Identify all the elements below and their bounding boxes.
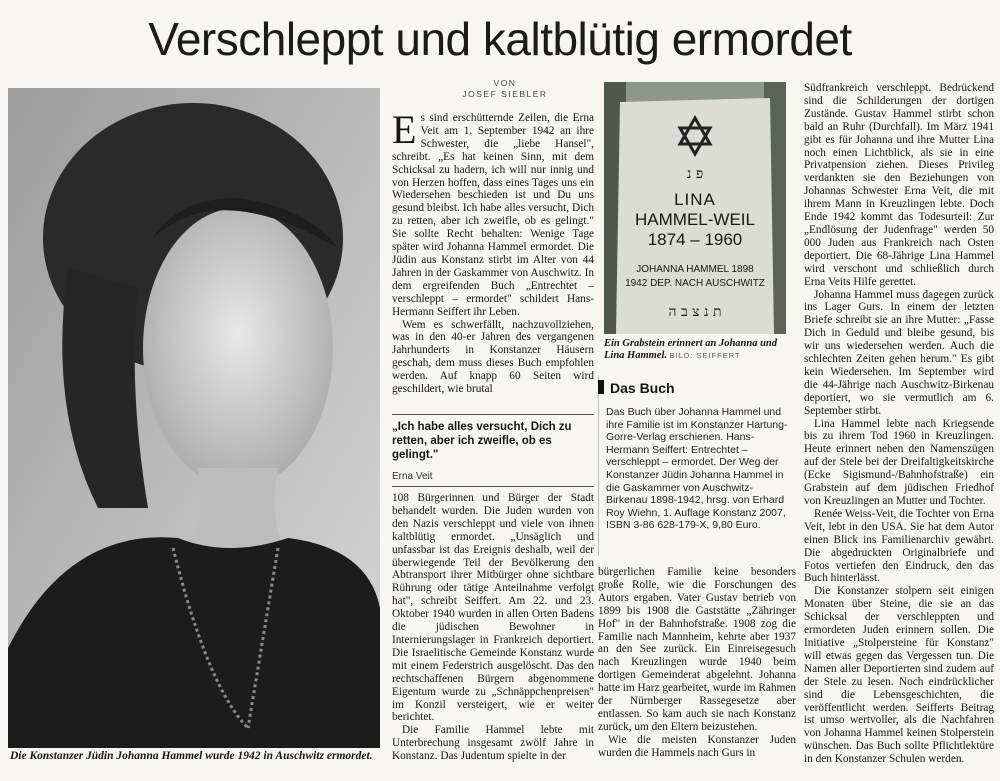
portrait-photo [8,88,380,748]
col3-paragraph-3: Lina Hammel lebte nach Kriegsende bis zu ihrem Tod 1960 in Kreuzlingen. Heute erinnert neben den Namenszügen auf der Stele bei der Dreifaltigkeitskirche (Ecke Sigismund-/Bahnhofstraße) ein Grabstein auf dem jüdischen Friedhof von Kreuzlingen an Mutter und Tochter. [804,417,994,507]
stone-caption-text: Ein Grabstein erinnert an Johanna und Lina Hammel. [604,338,778,361]
column-1-top [392,112,594,410]
byline-author: JOSEF SIEBLER [462,89,548,99]
stone-hebrew-bottom: ת נ צ ב ה [668,304,722,320]
col1-paragraph-4: Die Familie Hammel lebte mit Unterbrechung insgesamt zwölf Jahre in Konstanz. Das Judentum spielte in der [392,724,594,763]
drop-cap: E [392,112,417,152]
box-paragraph: Das Buch über Johanna Hammel und ihre Familie ist im Konstanzer Hartung-Gorre-Verlag erschienen. Hans-Hermann Seiffert: Entrechtet – verschleppt – ermordet. Der Weg der Konstanzer Jüdin Johanna Hammel in die Gaskammer von Auschwitz-Birkenau 1898-1942, hrsg. von Erhard Roy Wiehn, 1. Auflage Konstanz 2007, ISBN 3-86 628-179-X, 9,80 Euro. [606,406,788,532]
byline-von: VON [493,78,517,88]
stone-johanna: JOHANNA HAMMEL 1898 [636,264,754,275]
col2-paragraph-2: Wie die meisten Konstanzer Juden wurden die Hammels nach Gurs in [598,733,796,759]
quote-rule-top [392,414,594,415]
col1-paragraph-2: Wem es schwerfällt, nachzuvollziehen, was in den 40-er Jahren des vergangenen Jahrhunderts in Konstanzer Häusern geschah, dem muss dieses Buch empfohlen werden. Auf knapp 60 Seiten wird geschildert, wie brutal [392,318,594,396]
col3-paragraph-4: Renée Weiss-Veit, die Tochter von Erna Veit, lebt in den USA. Sie hat dem Autor einen Blick ins Familienarchiv gewährt. Die abgedruckten Originalbriefe und Fotos vertiefen den Eindruck, den das Buch hinterlässt. [804,507,994,585]
column-1-bottom [392,492,594,778]
pull-quote: „Ich habe alles versucht, Dich zu retten, aber ich zweifle, ob es gelingt." [392,421,572,461]
box-text [606,406,792,532]
col1-paragraph-1: s sind erschütternde Zeilen, die Erna Veit am 1. September 1942 an ihre Schwester, die „liebe Hansel", schreibt. „Es hat keinen Sinn, mit dem Schicksal zu hadern, ich will nur innig und von Herzen hoffen, dass eines Tages uns ein Wiedersehen beschieden ist und Du uns gesund bleibst. Ich habe alles versucht, Dich zu retten, aber ich zweifle, ob es gelingt." Sie sollte Recht behalten: Wenige Tage später wird Johanna Hammel ermordet. Die Jüdin aus Konstanz stirbt im Alter von 44 Jahren in der Gaskammer von Auschwitz. In dem ergreifenden Buch „Entrechtet – verschleppt – ermordet" schildert Hans-Hermann Seiffert ihr Leben. [392,112,594,318]
stone-name-1: LINA [674,190,716,209]
column-2-bottom [598,566,796,778]
headline: Verschleppt und kaltblütig ermordet [148,13,852,65]
stone-hebrew-top: פ נ [686,166,704,182]
stone-credit: BILD: SEIFFERT [669,351,741,360]
box-title: Das Buch [610,380,675,396]
col2-paragraph-1: bürgerlichen Familie keine besonders große Rolle, wie die Forschungen des Autors ergaben. Vater Gustav betrieb von 1899 bis 1908 die Gaststätte „Zähringer Hof" in der Bahnhofstraße. 1908 zog die Familie nach Mannheim, kehrte aber 1937 an den See zurück. Ein Einreisegesuch nach Kreuzlingen wurde 1940 beim dortigen Gemeinderat abgelehnt. Johanna hatte im Harz gearbeitet, wurde im Rahmen der Nürnberger Rassegesetze aber entlassen. So kam auch sie nach Konstanz zurück, um den Eltern beizustehen. [598,566,796,733]
pull-quote-author: Erna Veit [392,471,433,482]
stone-deported: 1942 DEP. NACH AUSCHWITZ [625,278,765,289]
gravestone-photo [604,82,786,334]
quote-rule-bottom [392,486,594,487]
byline [420,78,590,100]
col3-paragraph-1: Südfrankreich verschleppt. Bedrückend sind die Schilderungen der dortigen Zustände. Gustav Hammel stirbt schon bald an Ruhr (Durchfall). Im März 1941 gibt es für Johanna und ihre Mutter Lina noch einen Lichtblick, als sie in eine Privatpension ziehen. Dieses Privileg verdankten sie den Beziehungen von Johannas Schwester Erna Veit, die mit ihrem Mann in Kreuzlingen lebte. Doch Ende 1942 kommt das Todesurteil: Zur „Endlösung der Judenfrage" werden 50 000 Juden aus Frankreich nach Osten deportiert. Die 68-Jährige Lina Hammel wird verschont und schließlich durch Erna Veits Hilfe gerettet. [804,82,994,288]
stone-name-2: HAMMEL-WEIL [635,210,755,229]
portrait-illustration [8,88,380,748]
stone-years: 1874 – 1960 [647,230,743,249]
photo-caption: Die Konstanzer Jüdin Johanna Hammel wurde 1942 in Auschwitz ermordet. [10,750,373,762]
col3-paragraph-5: Die Konstanzer stolpern seit einigen Monaten über Steine, die sie an das Schicksal der verschleppten und ermordeten Juden erinnern sollen. Die Initiative „Stolpersteine für Konstanz" will etwas gegen das Vergessen tun. Die Namen aller Deportierten sind zudem auf der Stele zu lesen. Noch eindrücklicher sind die Lebensgeschichten, die veröffentlicht werden. Seifferts Beitrag ist umso wertvoller, als die Nachfahren von Johanna Hammel keinen Stolperstein wünschen. Das Buch sollte Pflichtlektüre in den Konstanzer Schulen werden. [804,585,994,766]
column-3 [804,82,994,778]
stone-caption [604,338,794,362]
col3-paragraph-2: Johanna Hammel muss dagegen zurück ins Lager Gurs. In einem der letzten Briefe schreibt sie an ihre Mutter: „Fasse Dich in Geduld und bleibe gesund, bis wir uns wiedersehen werden. Auch die schlechten Zeiten gehen herum." Es gibt kein Wiedersehen. Im September wird die 44-Jährige nach Auschwitz-Birkenau deportiert, wo sie vermutlich am 6. September stirbt. [804,288,994,417]
col1-paragraph-3: 108 Bürgerinnen und Bürger der Stadt behandelt wurden. Die Juden wurden von den Nazis verschleppt und viele von ihnen kaltblütig ermordet. „Unsäglich und unfassbar ist das Ereignis deshalb, weil der überwiegende Teil der Bevölkerung den Abtransport ihrer Mitbürger ohne sichtbare Rührung oder tätige Anteilnahme verfolgt hat", schreibt Seiffert. Am 22. und 23. Oktober 1940 wurden in allen Orten Badens die jüdischen Bewohner in Internierungslager in Frankreich deportiert. Die Israelitische Gemeinde Konstanz wurde mit einem Federstrich ausgelöscht. Das den rechtschaffenen Bürgern abgenommene Eigentum wurde zu „Schnäppchenpreisen" im Konzil versteigert, wie er weiter berichtet. [392,492,594,724]
box-marker [598,380,604,394]
